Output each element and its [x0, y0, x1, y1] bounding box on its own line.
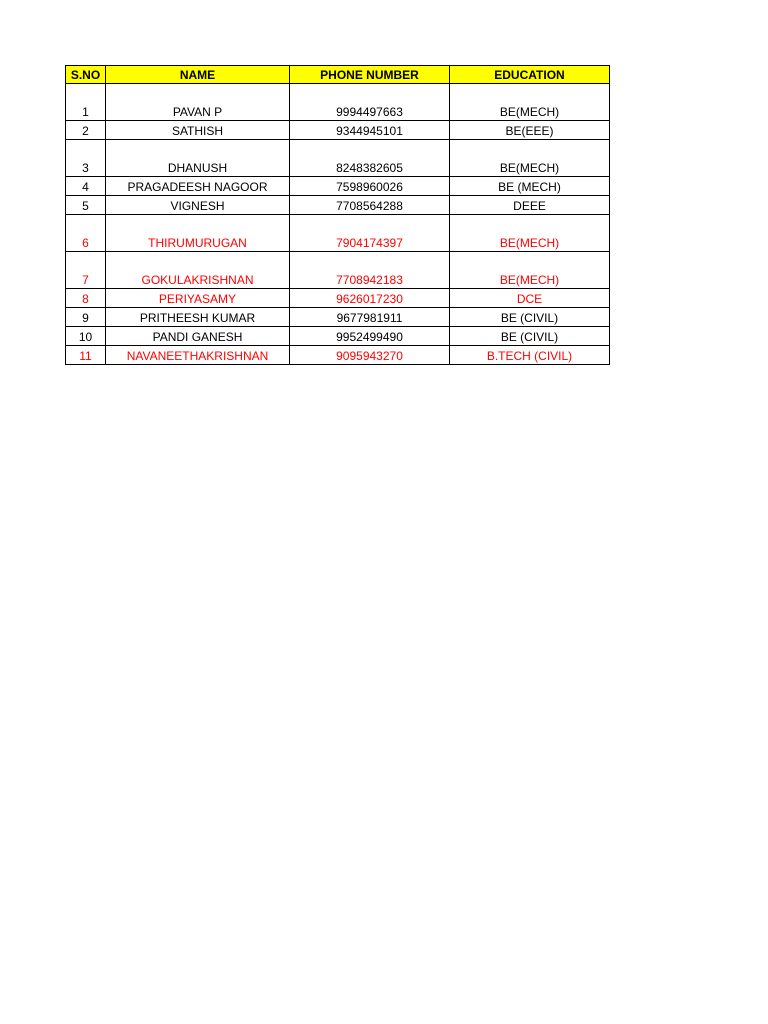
cell-education: BE (MECH) — [450, 177, 610, 196]
cell-education: BE(MECH) — [450, 140, 610, 177]
cell-education: BE (CIVIL) — [450, 327, 610, 346]
cell-phone: 9677981911 — [290, 308, 450, 327]
cell-education: DEEE — [450, 196, 610, 215]
table-row — [66, 215, 610, 252]
table-row — [66, 308, 610, 327]
cell-phone: 7598960026 — [290, 177, 450, 196]
cell-sno: 11 — [66, 346, 106, 365]
cell-education: BE(MECH) — [450, 215, 610, 252]
cell-sno: 1 — [66, 84, 106, 121]
table-row — [66, 140, 610, 177]
cell-phone: 7708942183 — [290, 252, 450, 289]
cell-sno: 8 — [66, 289, 106, 308]
cell-phone: 9344945101 — [290, 121, 450, 140]
cell-name: PRITHEESH KUMAR — [106, 308, 290, 327]
cell-name: VIGNESH — [106, 196, 290, 215]
table-body — [66, 84, 610, 365]
cell-education: B.TECH (CIVIL) — [450, 346, 610, 365]
cell-education: BE(MECH) — [450, 252, 610, 289]
cell-phone: 9952499490 — [290, 327, 450, 346]
cell-phone: 7708564288 — [290, 196, 450, 215]
header-phone: PHONE NUMBER — [290, 66, 450, 84]
cell-name: THIRUMURUGAN — [106, 215, 290, 252]
cell-education: BE(EEE) — [450, 121, 610, 140]
table-row — [66, 177, 610, 196]
cell-phone: 7904174397 — [290, 215, 450, 252]
table-row — [66, 196, 610, 215]
cell-sno: 7 — [66, 252, 106, 289]
header-sno: S.NO — [66, 66, 106, 84]
cell-name: DHANUSH — [106, 140, 290, 177]
header-education: EDUCATION — [450, 66, 610, 84]
cell-name: NAVANEETHAKRISHNAN — [106, 346, 290, 365]
cell-name: GOKULAKRISHNAN — [106, 252, 290, 289]
cell-sno: 6 — [66, 215, 106, 252]
table-row — [66, 346, 610, 365]
cell-education: BE(MECH) — [450, 84, 610, 121]
table-row — [66, 121, 610, 140]
table-row — [66, 84, 610, 121]
cell-phone: 8248382605 — [290, 140, 450, 177]
cell-name: PANDI GANESH — [106, 327, 290, 346]
header-row — [66, 66, 610, 84]
cell-education: BE (CIVIL) — [450, 308, 610, 327]
cell-phone: 9095943270 — [290, 346, 450, 365]
cell-phone: 9994497663 — [290, 84, 450, 121]
candidate-table — [65, 65, 610, 365]
table-row — [66, 289, 610, 308]
cell-sno: 2 — [66, 121, 106, 140]
cell-name: PRAGADEESH NAGOOR — [106, 177, 290, 196]
cell-education: DCE — [450, 289, 610, 308]
cell-sno: 9 — [66, 308, 106, 327]
cell-phone: 9626017230 — [290, 289, 450, 308]
header-name: NAME — [106, 66, 290, 84]
cell-sno: 4 — [66, 177, 106, 196]
table-row — [66, 252, 610, 289]
cell-sno: 10 — [66, 327, 106, 346]
cell-name: PAVAN P — [106, 84, 290, 121]
cell-name: PERIYASAMY — [106, 289, 290, 308]
cell-name: SATHISH — [106, 121, 290, 140]
cell-sno: 5 — [66, 196, 106, 215]
cell-sno: 3 — [66, 140, 106, 177]
table-row — [66, 327, 610, 346]
